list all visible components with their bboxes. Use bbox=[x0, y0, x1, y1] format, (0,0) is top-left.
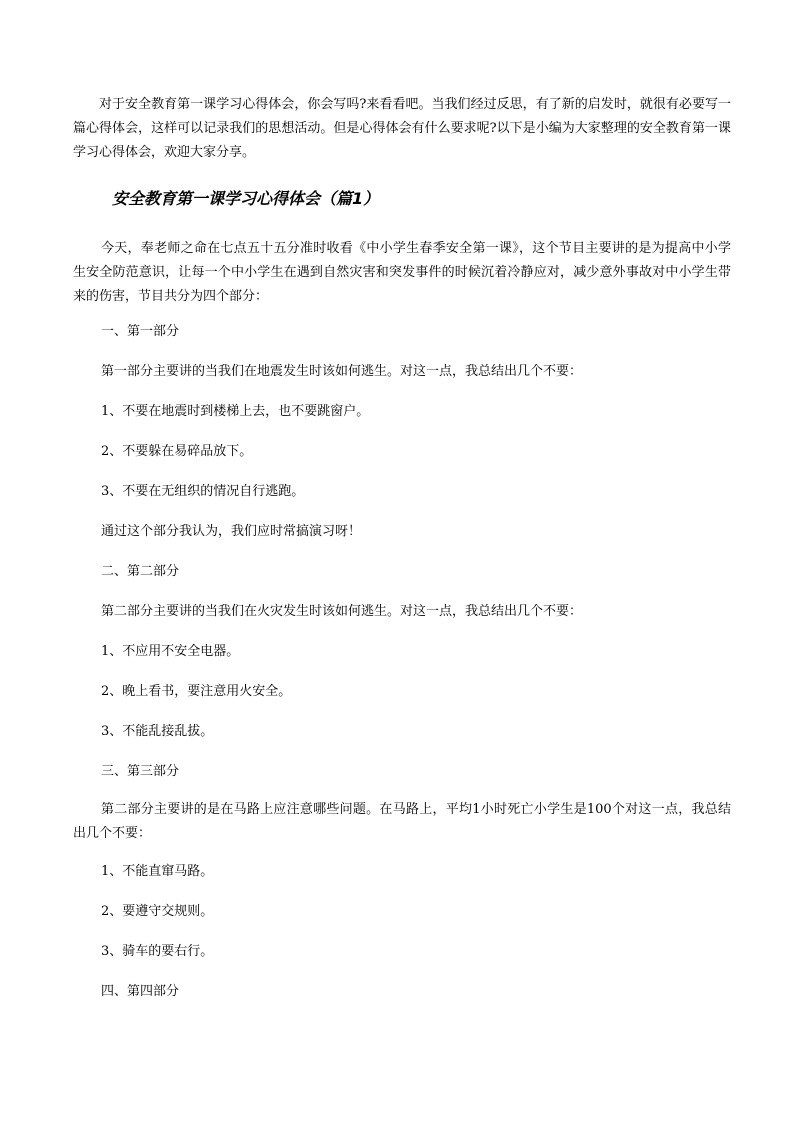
part-1-heading: 一、第一部分 bbox=[101, 324, 180, 339]
part-3-item-1: 1、不能直窜马路。 bbox=[101, 864, 214, 879]
body-paragraph-opening: 今天，奉老师之命在七点五十五分准时收看《中小学生春季安全第一课》，这个节目主要讲的是为提高中小学生安全防范意识，让每一个中小学生在遇到自然灾害和突发事件的时候沉着冷静应对，减少意外事故对中小学生带来的伤害，节目共分为四个部分： bbox=[73, 241, 731, 304]
part-4-heading: 四、第四部分 bbox=[101, 984, 180, 999]
section-title: 安全教育第一课学习心得体会（篇1） bbox=[112, 189, 380, 208]
part-1-conclusion: 通过这个部分我认为，我们应时常搞演习呀！ bbox=[101, 524, 362, 539]
part-3-item-3: 3、骑车的要右行。 bbox=[101, 944, 214, 959]
part-2-item-2: 2、晚上看书，要注意用火安全。 bbox=[101, 684, 292, 699]
part-2-intro: 第二部分主要讲的当我们在火灾发生时该如何逃生。对这一点，我总结出几个不要： bbox=[101, 604, 583, 619]
part-1-item-3: 3、不要在无组织的情况自行逃跑。 bbox=[101, 484, 305, 499]
part-3-item-2: 2、要遵守交规则。 bbox=[101, 904, 214, 919]
part-2-heading: 二、第二部分 bbox=[101, 564, 180, 579]
intro-paragraph: 对于安全教育第一课学习心得体会，你会写吗?来看看吧。当我们经过反思，有了新的启发时，就很有必要写一篇心得体会，这样可以记录我们的思想活动。但是心得体会有什么要求呢?以下是小编为大家整理的安全教育第一课学习心得体会，欢迎大家分享。 bbox=[73, 97, 731, 160]
part-1-item-1: 1、不要在地震时到楼梯上去，也不要跳窗户。 bbox=[101, 404, 370, 419]
part-2-item-1: 1、不应用不安全电器。 bbox=[101, 644, 240, 659]
part-1-intro: 第一部分主要讲的当我们在地震发生时该如何逃生。对这一点，我总结出几个不要： bbox=[101, 364, 583, 379]
part-3-heading: 三、第三部分 bbox=[101, 764, 180, 779]
part-3-intro: 第二部分主要讲的是在马路上应注意哪些问题。在马路上，平均1小时死亡小学生是100个对这一点，我总结出几个不要： bbox=[73, 802, 731, 841]
part-2-item-3: 3、不能乱接乱拔。 bbox=[101, 724, 214, 739]
part-1-item-2: 2、不要躲在易碎品放下。 bbox=[101, 444, 253, 459]
